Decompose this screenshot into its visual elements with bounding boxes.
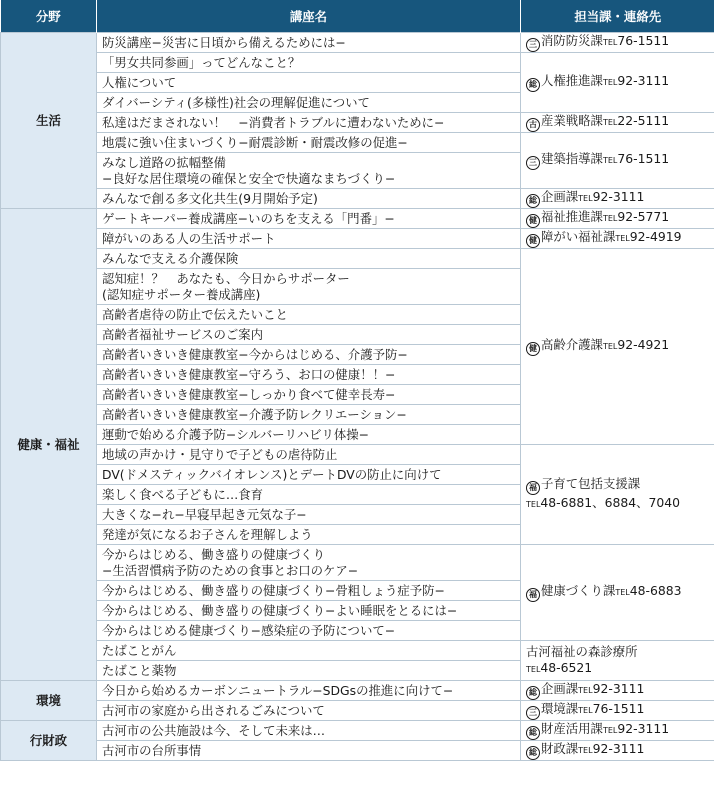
department-name: 財政課 — [541, 741, 579, 756]
phone-number: 92-3111 — [592, 741, 645, 756]
course-cell: 楽しく食べる子どもに…食育 — [97, 485, 521, 505]
contact-cell — [521, 33, 714, 53]
department-badge-icon: 福 — [526, 588, 540, 602]
phone-number: 92-4919 — [629, 229, 682, 244]
course-cell: 「男女共同参画」ってどんなこと？ — [97, 53, 521, 73]
tel-mark: TEL — [578, 706, 593, 715]
contact-cell — [521, 249, 714, 445]
contact-cell — [521, 721, 714, 741]
department-name: 健康づくり課 — [541, 583, 616, 598]
course-cell: 高齢者虐待の防止で伝えたいこと — [97, 305, 521, 325]
department-badge-icon: 三 — [526, 38, 540, 52]
tel-mark: TEL — [602, 342, 618, 351]
course-cell — [97, 153, 521, 189]
phone-number: 48-6521 — [540, 659, 593, 675]
course-line: (認知症サポーター養成講座) — [102, 286, 261, 302]
header-category: 分野 — [1, 0, 97, 33]
header-row — [1, 0, 714, 33]
course-cell — [97, 545, 521, 581]
tel-mark: TEL — [602, 156, 618, 165]
table-row — [1, 209, 714, 229]
phone-number: 92-3111 — [592, 189, 645, 204]
tel-mark: TEL — [602, 78, 618, 87]
contact-cell — [521, 209, 714, 229]
department-name: 高齢介護課 — [541, 337, 603, 352]
phone-number: 48-6881、6884、7040 — [540, 495, 681, 510]
course-cell: 高齢者いきいき健康教室−守ろう、お口の健康！！− — [97, 365, 521, 385]
department-badge-icon: 福 — [526, 481, 540, 495]
table-row — [1, 113, 714, 133]
course-line: みなし道路の拡幅整備 — [102, 154, 226, 170]
department-name: 福祉推進課 — [541, 209, 603, 224]
phone-number: 92-4921 — [617, 337, 670, 352]
course-line: 今からはじめる、働き盛りの健康づくり — [102, 546, 326, 562]
department-name: 産業戦略課 — [541, 113, 603, 128]
phone-number: 22-5111 — [617, 113, 670, 128]
department-name: 企画課 — [541, 189, 579, 204]
table-row — [1, 701, 714, 721]
department-name: 財産活用課 — [541, 721, 603, 736]
department-badge-icon: 三 — [526, 156, 540, 170]
phone-number: 92-3111 — [617, 73, 670, 88]
table-row — [1, 721, 714, 741]
course-cell: 運動で始める介護予防−シルバーリハビリ体操− — [97, 425, 521, 445]
contact-cell — [521, 701, 714, 721]
contact-cell — [521, 113, 714, 133]
course-cell: みんなで支える介護保険 — [97, 249, 521, 269]
phone-number: 48-6883 — [629, 583, 682, 598]
course-cell: 古河市の家庭から出されるごみについて — [97, 701, 521, 721]
table-row — [1, 741, 714, 761]
department-badge-icon: 総 — [526, 194, 540, 208]
department-name: 企画課 — [541, 681, 579, 696]
course-cell: 今日から始めるカーボンニュートラル−SDGsの推進に向けて− — [97, 681, 521, 701]
course-cell: DV(ドメスティックバイオレンス)とデートDVの防止に向けて — [97, 465, 521, 485]
category-cell: 環境 — [1, 681, 97, 721]
course-cell: 大きくな−れ−早寝早起き元気な子− — [97, 505, 521, 525]
table-row — [1, 33, 714, 53]
tel-mark: TEL — [602, 214, 618, 223]
course-line: −良好な居住環境の確保と安全で快適なまちづくり− — [102, 170, 396, 186]
course-cell: みんなで創る多文化共生(9月開始予定) — [97, 189, 521, 209]
course-cell: 高齢者いきいき健康教室−介護予防レクリエーション− — [97, 405, 521, 425]
department-name: 建築指導課 — [541, 151, 603, 166]
department-badge-icon: 総 — [526, 78, 540, 92]
course-cell: 障がいのある人の生活サポート — [97, 229, 521, 249]
course-cell: たばことがん — [97, 641, 521, 661]
contact-cell — [521, 189, 714, 209]
contact-cell — [521, 229, 714, 249]
contact-cell — [521, 445, 714, 545]
department-badge-icon: 総 — [526, 726, 540, 740]
course-cell: ダイバーシティ(多様性)社会の理解促進について — [97, 93, 521, 113]
department-badge-icon: 総 — [526, 686, 540, 700]
course-cell: 防災講座−災害に日頃から備えるためには− — [97, 33, 521, 53]
department-badge-icon: 健 — [526, 214, 540, 228]
contact-cell — [521, 641, 714, 681]
contact-cell — [521, 681, 714, 701]
category-cell: 生活 — [1, 33, 97, 209]
tel-mark: TEL — [526, 500, 541, 509]
table-row — [1, 681, 714, 701]
department-badge-icon: 古 — [526, 118, 540, 132]
course-cell: 高齢者福祉サービスのご案内 — [97, 325, 521, 345]
table-row — [1, 229, 714, 249]
department-name: 人権推進課 — [541, 73, 603, 88]
tel-mark: TEL — [578, 746, 593, 755]
contact-cell — [521, 545, 714, 641]
course-cell: たばこと薬物 — [97, 661, 521, 681]
phone-number: 92-5771 — [617, 209, 670, 224]
course-cell: ゲートキーパー養成講座−いのちを支える「門番」− — [97, 209, 521, 229]
table-row — [1, 445, 714, 465]
course-cell: 高齢者いきいき健康教室−しっかり食べて健幸長寿− — [97, 385, 521, 405]
tel-mark: TEL — [602, 118, 618, 127]
course-cell: 地震に強い住まいづくり−耐震診断・耐震改修の促進− — [97, 133, 521, 153]
tel-mark: TEL — [615, 588, 630, 597]
phone-number: 76-1511 — [617, 151, 670, 166]
course-cell — [97, 269, 521, 305]
department-name: 環境課 — [541, 701, 579, 716]
department-badge-icon: 健 — [526, 342, 540, 356]
tel-mark: TEL — [602, 38, 618, 47]
table-row — [1, 641, 714, 661]
department-name: 障がい福祉課 — [541, 229, 616, 244]
table-row — [1, 249, 714, 269]
contact-cell — [521, 53, 714, 113]
contact-cell — [521, 741, 714, 761]
table-row — [1, 189, 714, 209]
course-cell: 今からはじめる、働き盛りの健康づくり−骨粗しょう症予防− — [97, 581, 521, 601]
department-badge-icon: 三 — [526, 706, 540, 720]
course-cell: 今からはじめる、働き盛りの健康づくり−よい睡眠をとるには− — [97, 601, 521, 621]
table-row — [1, 133, 714, 153]
department-name: 古河福祉の森診療所 — [526, 643, 638, 659]
category-cell: 健康・福祉 — [1, 209, 97, 681]
category-cell: 行財政 — [1, 721, 97, 761]
department-name: 子育て包括支援課 — [541, 476, 641, 491]
tel-mark: TEL — [615, 234, 630, 243]
phone-number: 76-1511 — [617, 33, 670, 48]
course-cell: 今からはじめる健康づくり−感染症の予防について− — [97, 621, 521, 641]
department-badge-icon: 健 — [526, 234, 540, 248]
header-contact: 担当課・連絡先 — [521, 0, 714, 33]
course-cell: 古河市の台所事情 — [97, 741, 521, 761]
course-line: 認知症！？ あなたも、今日からサポーター — [102, 270, 350, 286]
course-cell: 人権について — [97, 73, 521, 93]
department-name: 消防防災課 — [541, 33, 603, 48]
tel-mark: TEL — [602, 726, 618, 735]
course-cell: 地域の声かけ・見守りで子どもの虐待防止 — [97, 445, 521, 465]
phone-number: 76-1511 — [592, 701, 645, 716]
phone-number: 92-3111 — [592, 681, 645, 696]
tel-mark: TEL — [578, 194, 593, 203]
department-badge-icon: 総 — [526, 746, 540, 760]
header-course: 講座名 — [97, 0, 521, 33]
table-row — [1, 545, 714, 581]
tel-mark: TEL — [578, 686, 593, 695]
table-row — [1, 53, 714, 73]
phone-number: 92-3111 — [617, 721, 670, 736]
contact-cell — [521, 133, 714, 189]
course-cell: 発達が気になるお子さんを理解しよう — [97, 525, 521, 545]
course-cell: 私達はだまされない！ −消費者トラブルに遭わないために− — [97, 113, 521, 133]
course-line: −生活習慣病予防のための食事とお口のケア− — [102, 562, 359, 578]
course-cell: 古河市の公共施設は今、そして未来は… — [97, 721, 521, 741]
course-cell: 高齢者いきいき健康教室−今からはじめる、介護予防− — [97, 345, 521, 365]
tel-mark: TEL — [526, 664, 541, 674]
